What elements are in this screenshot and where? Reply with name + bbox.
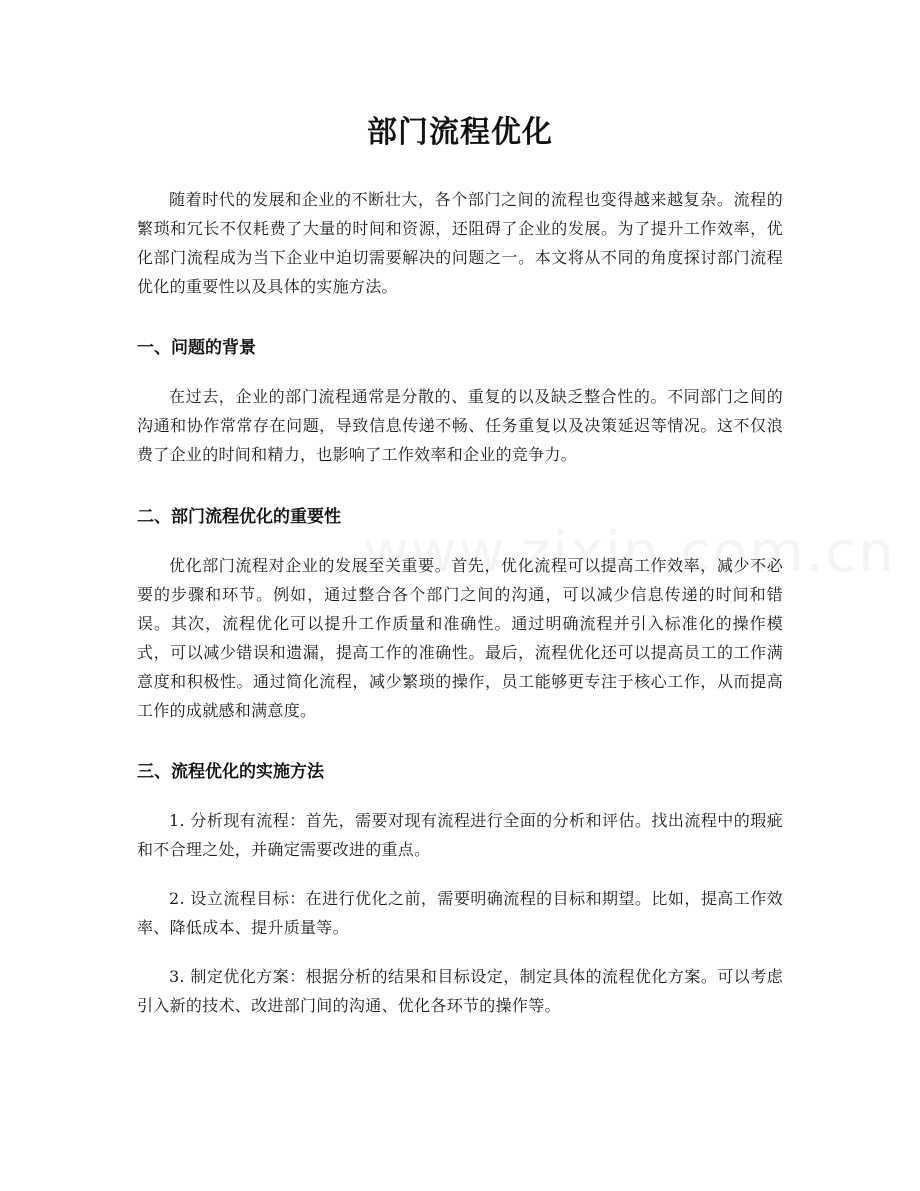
method-item-1: 1. 分析现有流程：首先，需要对现有流程进行全面的分析和评估。找出流程中的瑕疵和不合理之处，并确定需要改进的重点。 (137, 811, 783, 859)
method-item-2: 2. 设立流程目标：在进行优化之前，需要明确流程的目标和期望。比如，提高工作效率、降低成本、提升质量等。 (137, 889, 783, 937)
section-heading-methods: 三、流程优化的实施方法 (137, 762, 324, 782)
method-item-3: 3. 制定优化方案：根据分析的结果和目标设定，制定具体的流程优化方案。可以考虑引入新的技术、改进部门间的沟通、优化各环节的操作等。 (137, 967, 783, 1015)
document-title: 部门流程优化 (367, 115, 553, 150)
section-background-paragraph: 在过去，企业的部门流程通常是分散的、重复的以及缺乏整合性的。不同部门之间的沟通和协作常常存在问题，导致信息传递不畅、任务重复以及决策延迟等情况。这不仅浪费了企业的时间和精力，也影响了工作效率和企业的竞争力。 (137, 387, 783, 464)
section-heading-importance: 二、部门流程优化的重要性 (137, 507, 341, 527)
section-importance-paragraph: 优化部门流程对企业的发展至关重要。首先，优化流程可以提高工作效率，减少不必要的步骤和环节。例如，通过整合各个部门之间的沟通，可以减少信息传递的时间和错误。其次，流程优化可以提升工作质量和准确性。通过明确流程并引入标准化的操作模式，可以减少错误和遗漏，提高工作的准确性。最后，流程优化还可以提高员工的工作满意度和积极性。通过简化流程，减少繁琐的操作，员工能够更专注于核心工作，从而提高工作的成就感和满意度。 (137, 556, 783, 720)
intro-paragraph: 随着时代的发展和企业的不断壮大，各个部门之间的流程也变得越来越复杂。流程的繁琐和冗长不仅耗费了大量的时间和资源，还阻碍了企业的发展。为了提升工作效率，优化部门流程成为当下企业中迫切需要解决的问题之一。本文将从不同的角度探讨部门流程优化的重要性以及具体的实施方法。 (137, 190, 783, 296)
section-heading-background: 一、问题的背景 (137, 338, 256, 358)
